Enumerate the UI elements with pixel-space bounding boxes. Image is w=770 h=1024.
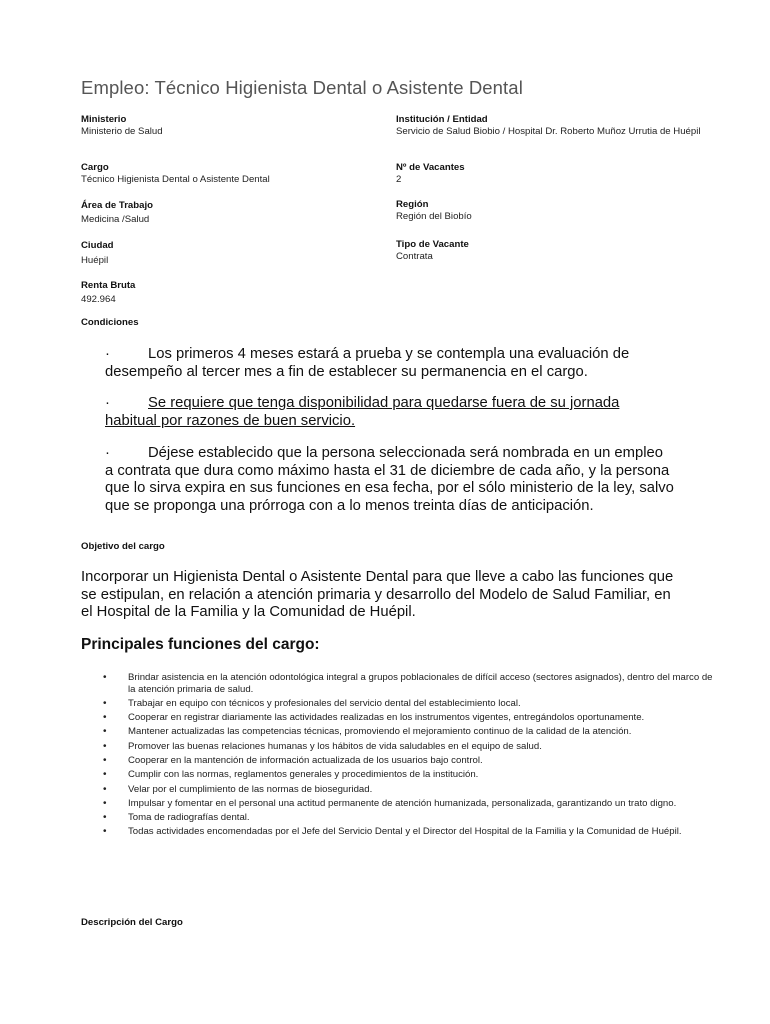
bullet: · [105,395,110,411]
objetivo-text: Incorporar un Higienista Dental o Asistente Dental para que lleve a cabo las funciones que se estipulan, en relación a atención primaria y desarrollo del Modelo de Salud Familiar, en el Hospital de la Familia y la Comunidad de Huépil. [81,569,674,620]
bullet: • [103,826,107,838]
field-renta [81,280,371,305]
list-item [81,798,721,810]
condition-text: Se requiere que tenga disponibilidad para quedarse fuera de su jornada [148,395,620,411]
bullet: • [103,812,107,824]
field-ciudad [81,240,371,266]
condiciones-heading: Condiciones [81,317,139,328]
bullet: • [103,697,107,709]
field-region [396,199,716,222]
field-label: Ciudad [81,240,114,251]
bullet: • [103,769,107,781]
list-item [81,712,721,724]
list-item-text: Cumplir con las normas, reglamentos generales y procedimientos de la institución. [128,769,479,781]
objetivo-heading: Objetivo del cargo [81,541,165,552]
field-value: Contrata [396,250,433,262]
bullet: · [105,445,110,461]
list-item [81,812,721,824]
list-item-text: Velar por el cumplimiento de las normas de bioseguridad. [128,783,373,795]
field-label: Nº de Vacantes [396,162,465,173]
field-value: Huépil [81,254,109,266]
field-label: Área de Trabajo [81,200,153,211]
bullet: • [103,740,107,752]
bullet: • [103,783,107,795]
list-item-text: Cooperar en registrar diariamente las actividades realizadas en los instrumentos vigentes, entregándolos oportunamente. [128,712,645,724]
list-item-text: Mantener actualizadas las competencias técnicas, promoviendo el mejoramiento continuo de la calidad de la atención. [128,726,632,738]
field-value: Medicina /Salud [81,213,150,225]
field-value: 492.964 [81,293,116,305]
bullet: • [103,754,107,766]
list-item-text: Toma de radiografías dental. [128,812,250,824]
list-item [81,769,721,781]
list-item [81,741,721,753]
bullet: • [103,712,107,724]
field-cargo [81,162,371,185]
condition-text: Los primeros 4 meses estará a prueba y se contempla una evaluación de [148,346,630,362]
condition-text: Déjese establecido que la persona seleccionada será nombrada en un empleo [148,445,663,461]
condition-text: habitual por razones de buen servicio. [105,412,356,429]
field-ministerio [81,114,371,137]
field-label: Institución / Entidad [396,114,488,125]
funciones-list [81,672,721,841]
field-label: Región [396,199,429,210]
bullet: • [103,672,107,683]
list-item [81,755,721,767]
list-item-text: Trabajar en equipo con técnicos y profesionales del servicio dental del establecimiento local. [128,697,521,709]
field-area [81,200,371,225]
field-label: Ministerio [81,114,127,125]
field-label: Tipo de Vacante [396,239,469,250]
field-label: Renta Bruta [81,280,136,291]
bullet: · [105,346,110,362]
field-value: Ministerio de Salud [81,125,163,137]
bullet: • [103,797,107,809]
list-item [81,726,721,738]
list-item-text: Cooperar en la mantención de información actualizada de los usuarios bajo control. [128,754,483,766]
field-label: Cargo [81,162,109,173]
list-item [81,826,721,838]
field-value: Servicio de Salud Biobio / Hospital Dr. Roberto Muñoz Urrutia de Huépil [396,125,701,137]
condition-item [105,445,680,515]
condition-item [105,395,665,430]
list-item-text: Todas actividades encomendadas por el Jefe del Servicio Dental y el Director del Hospital de la Familia y la Comunidad de Huépil. [128,826,682,838]
field-value: 2 [396,173,402,185]
field-tipo [396,239,716,262]
condition-text: a contrata que dura como máximo hasta el 31 de diciembre de cada año, y la persona que lo sirva expira en sus funciones en esa fecha, por el sólo ministerio de la ley, salvo que se proponga una prórroga con a lo menos treinta días de anticipación. [105,462,674,514]
condition-item [105,346,665,381]
field-institucion [396,114,706,137]
list-item-text: Promover las buenas relaciones humanas y los hábitos de vida saludables en el equipo de salud. [128,740,542,752]
list-item [81,672,721,695]
field-value: Técnico Higienista Dental o Asistente Dental [81,173,270,185]
list-item [81,698,721,710]
list-item [81,784,721,796]
funciones-heading: Principales funciones del cargo: [81,636,320,653]
list-item-text: Brindar asistencia en la atención odontológica integral a grupos poblacionales de difícil acceso (sectores asignados), dentro del marco de la atención primaria de salud. [128,672,713,695]
bullet: • [103,726,107,738]
list-item-text: Impulsar y fomentar en el personal una actitud permanente de atención humanizada, personalizada, garantizando un trato digno. [128,797,677,809]
condition-text: desempeño al tercer mes a fin de establecer su permanencia en el cargo. [105,363,588,380]
field-value: Región del Biobío [396,210,472,222]
page-title: Empleo: Técnico Higienista Dental o Asistente Dental [81,77,523,98]
field-vacantes [396,162,716,185]
descripcion-heading: Descripción del Cargo [81,917,183,928]
